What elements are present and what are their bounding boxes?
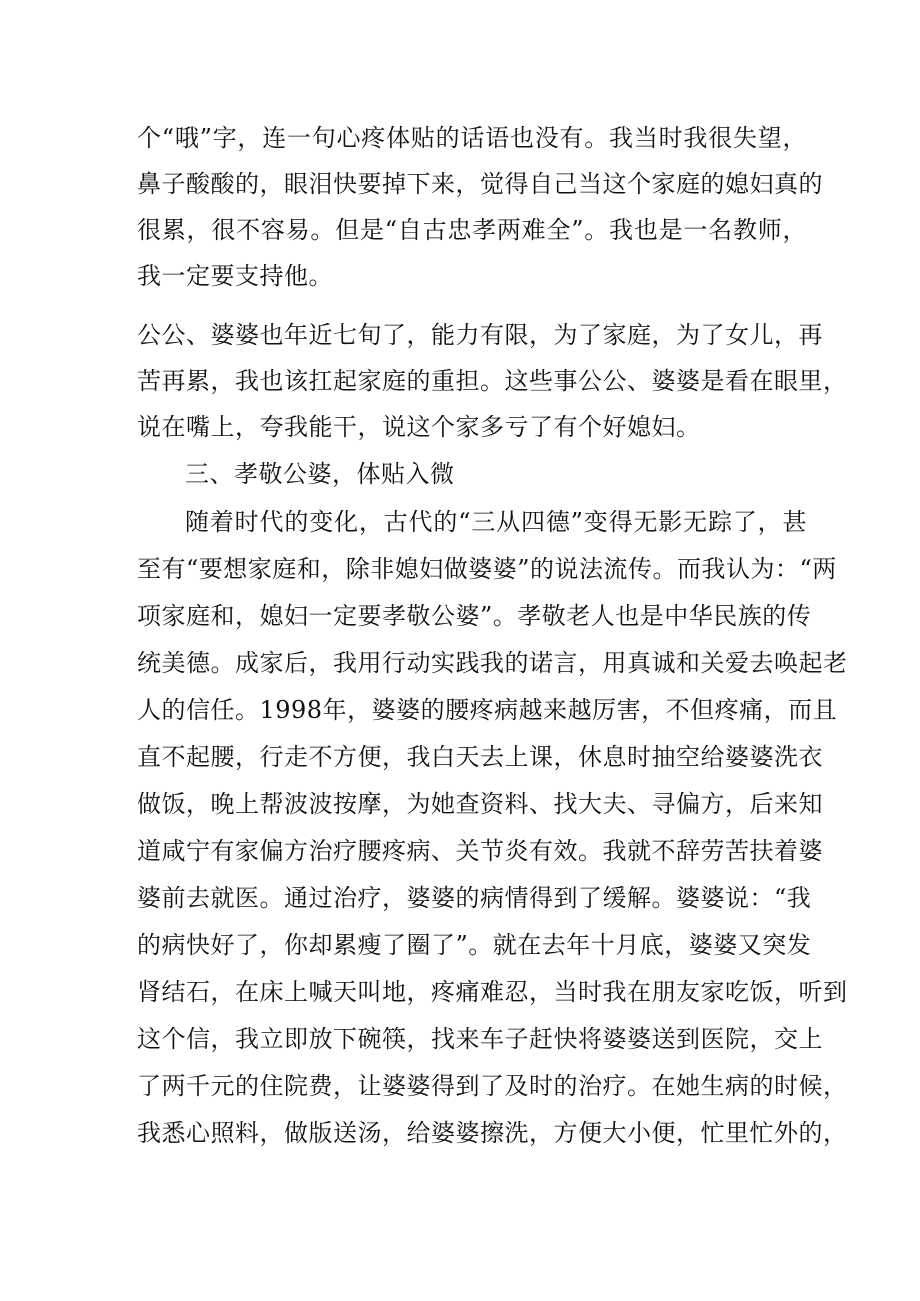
text-line: 直不起腰，行走不方便，我白天去上课，休息时抽空给婆婆洗衣: [137, 743, 823, 771]
text-line: 鼻子酸酸的，眼泪快要掉下来，觉得自己当这个家庭的媳妇真的: [137, 170, 823, 198]
text-line: 苦再累，我也该扛起家庭的重担。这些事公公、婆婆是看在眼里，: [137, 367, 848, 395]
text-line: 很累，很不容易。但是“自古忠孝两难全”。我也是一名教师，: [137, 216, 807, 244]
text-line: 道咸宁有家偏方治疗腰疼病、关节炎有效。我就不辞劳苦扶着婆: [137, 837, 823, 865]
section-heading: 三、孝敬公婆，体贴入微: [185, 460, 455, 488]
text-line: 公公、婆婆也年近七旬了，能力有限，为了家庭，为了女儿，再: [137, 321, 823, 349]
text-line: 做饭，晚上帮波波按摩，为她查资料、找大夫、寻偏方，后来知: [137, 790, 823, 818]
text-line: 人的信任。1998年，婆婆的腰疼病越来越厉害，不但疼痛，而且: [137, 696, 838, 724]
text-line: 肾结石，在床上喊天叫地，疼痛难忍，当时我在朋友家吃饭，听到: [137, 978, 848, 1006]
text-line: 项家庭和，媳妇一定要孝敬公婆”。孝敬老人也是中华民族的传: [137, 602, 812, 630]
text-line: 随着时代的变化，古代的“三从四德”变得无影无踪了，甚: [185, 508, 807, 536]
text-line: 至有“要想家庭和，除非媳妇做婆婆”的说法流传。而我认为：“两: [137, 555, 837, 583]
text-line: 我一定要支持他。: [137, 262, 333, 290]
text-line: 了两千元的住院费，让婆婆得到了及时的治疗。在她生病的时候，: [137, 1072, 848, 1100]
text-line: 我悉心照料，做版送汤，给婆婆擦洗，方便大小便，忙里忙外的，: [137, 1119, 848, 1147]
text-line: 的病快好了，你却累瘦了圈了”。就在去年十月底，婆婆又突发: [137, 931, 812, 959]
text-line: 这个信，我立即放下碗筷，找来车子赶快将婆婆送到医院，交上: [137, 1025, 823, 1053]
text-line: 说在嘴上，夸我能干，说这个家多亏了有个好媳妇。: [137, 413, 701, 441]
text-line: 统美德。成家后，我用行动实践我的诺言，用真诚和关爱去唤起老: [137, 649, 848, 677]
text-line: 个“哦”字，连一句心疼体贴的话语也没有。我当时我很失望，: [137, 124, 807, 152]
text-line: 婆前去就医。通过治疗，婆婆的病情得到了缓解。婆婆说：“我: [137, 884, 812, 912]
